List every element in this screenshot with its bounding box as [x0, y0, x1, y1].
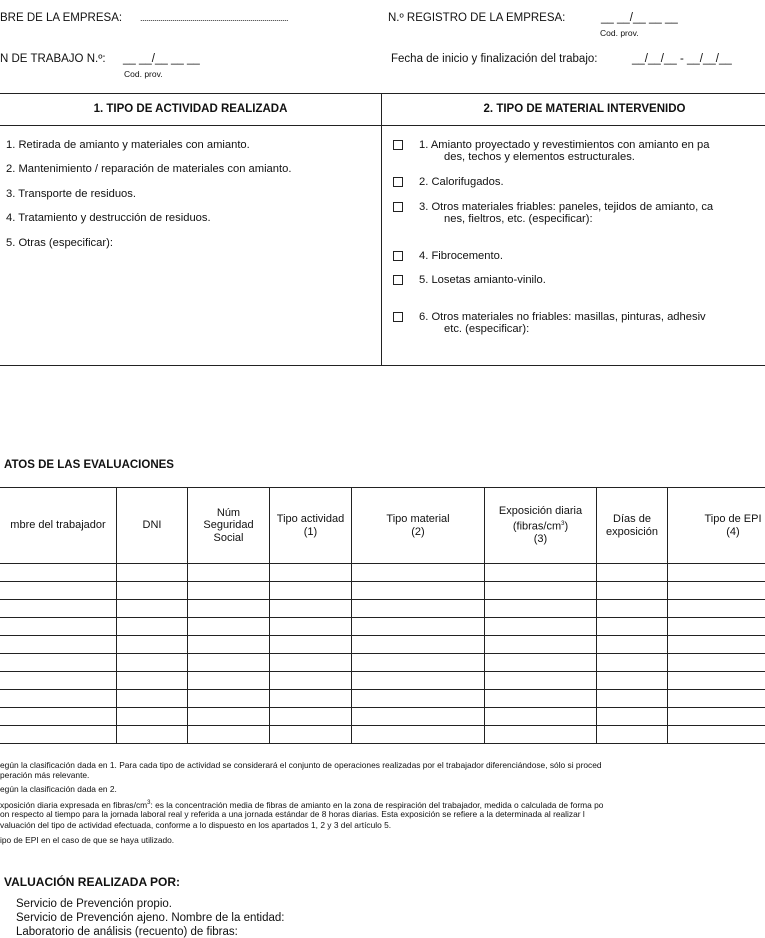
material-checkbox-1[interactable] — [393, 140, 403, 150]
footnote-2: egún la clasificación dada en 2. — [0, 784, 117, 794]
registry-label: N.º REGISTRO DE LA EMPRESA: — [388, 12, 566, 24]
table-row — [0, 635, 765, 636]
material-option-2: 2. Calorifugados. — [419, 176, 504, 188]
company-name-label: BRE DE LA EMPRESA: — [0, 12, 123, 24]
table-row — [0, 599, 765, 600]
registry-field[interactable]: __ __/__ __ __ — [601, 12, 678, 24]
table-row — [0, 617, 765, 618]
footnote-1-cont: peración más relevante. — [0, 770, 90, 780]
cod-prov-caption: Cod. prov. — [600, 28, 639, 38]
activity-option-4[interactable]: 4. Tratamiento y destrucción de residuos. — [6, 212, 211, 224]
section1-title: 1. TIPO DE ACTIVIDAD REALIZADA — [93, 103, 288, 115]
work-plan-field[interactable]: __ __/__ __ __ — [123, 53, 200, 65]
column-header-daily-exposure: Exposición diaria $(fibras/cm^3)$ (3) — [498, 505, 583, 546]
divider — [381, 93, 382, 366]
column-header-epi-type: Tipo de EPI (4) — [704, 513, 762, 538]
material-checkbox-5[interactable] — [393, 275, 403, 285]
material-option-1: 1. Amianto proyectado y revestimientos con amianto en pa — [419, 139, 710, 151]
material-option-6: 6. Otros materiales no friables: masillas, pinturas, adhesiv — [419, 311, 706, 323]
evaluations-title: ATOS DE LAS EVALUACIONES — [4, 459, 174, 471]
material-option-3-cont: nes, fieltros, etc. (especificar): — [444, 213, 593, 225]
footnote-1: egún la clasificación dada en 1. Para cada tipo de actividad se considerará el conjunto de operaciones realizadas por el trabajador diferenciándose, sólo si proced — [0, 760, 602, 770]
table-row — [0, 725, 765, 726]
evaluated-by-title: VALUACIÓN REALIZADA POR: — [4, 875, 180, 889]
table-row — [0, 581, 765, 582]
divider — [0, 93, 765, 94]
work-plan-label: N DE TRABAJO N.º: — [0, 53, 106, 65]
column-header-activity-type: Tipo actividad (1) — [276, 513, 345, 538]
footnote-4: ipo de EPI en el caso de que se haya utilizado. — [0, 835, 175, 845]
material-checkbox-2[interactable] — [393, 177, 403, 187]
activity-option-5[interactable]: 5. Otras (especificar): — [6, 237, 113, 249]
material-option-6-cont: etc. (especificar): — [444, 323, 530, 335]
material-checkbox-6[interactable] — [393, 312, 403, 322]
material-option-3: 3. Otros materiales friables: paneles, tejidos de amianto, ca — [419, 201, 714, 213]
material-option-4: 4. Fibrocemento. — [419, 250, 503, 262]
footnote-3-cont: on respecto al tiempo para la jornada laboral real y referida a una jornada estándar de 8 horas diarias. Esta exposición se refiere a la determinada al realizar l — [0, 809, 585, 819]
cod-prov-caption: Cod. prov. — [124, 69, 163, 79]
divider — [0, 125, 765, 126]
material-checkbox-4[interactable] — [393, 251, 403, 261]
column-header-material-type: Tipo material (2) — [386, 513, 450, 538]
dates-field[interactable]: __/__/__ - __/__/__ — [632, 53, 732, 65]
table-row — [0, 707, 765, 708]
table-row — [0, 563, 765, 564]
column-header-dni: DNI — [142, 519, 162, 532]
activity-option-2[interactable]: 2. Mantenimiento / reparación de materiales con amianto. — [6, 163, 292, 175]
divider — [0, 365, 765, 366]
table-row — [0, 743, 765, 744]
activity-option-1[interactable]: 1. Retirada de amianto y materiales con amianto. — [6, 139, 250, 151]
dates-label: Fecha de inicio y finalización del trabajo: — [391, 53, 598, 65]
evaluator-option-lab[interactable]: Laboratorio de análisis (recuento) de fibras: — [16, 926, 238, 938]
table-row — [0, 671, 765, 672]
evaluator-option-external[interactable]: Servicio de Prevención ajeno. Nombre de la entidad: — [16, 912, 285, 924]
footnote-3: xposición diaria expresada en fibras/$cm^3$: es la concentración media de fibras de amianto en la zona de respiración del trabajador, medida o calculada de forma po — [0, 799, 604, 810]
evaluator-option-own[interactable]: Servicio de Prevención propio. — [16, 898, 172, 910]
activity-option-3[interactable]: 3. Transporte de residuos. — [6, 188, 136, 200]
table-row — [0, 689, 765, 690]
material-checkbox-3[interactable] — [393, 202, 403, 212]
material-option-1-cont: des, techos y elementos estructurales. — [444, 151, 635, 163]
material-option-5: 5. Losetas amianto-vinilo. — [419, 274, 546, 286]
footnote-3-cont: valuación del tipo de actividad efectuada, conforme a lo dispuesto en los apartados 1, 2 y 3 del artículo 5. — [0, 820, 392, 830]
column-header-social-security: Núm Seguridad Social — [203, 506, 254, 544]
section2-title: 2. TIPO DE MATERIAL INTERVENIDO — [483, 103, 686, 115]
column-header-exposure-days: Días de exposición — [606, 513, 658, 538]
column-header-worker: mbre del trabajador — [10, 519, 106, 532]
company-name-field[interactable]: .......................................................................... — [140, 13, 289, 23]
table-row — [0, 653, 765, 654]
